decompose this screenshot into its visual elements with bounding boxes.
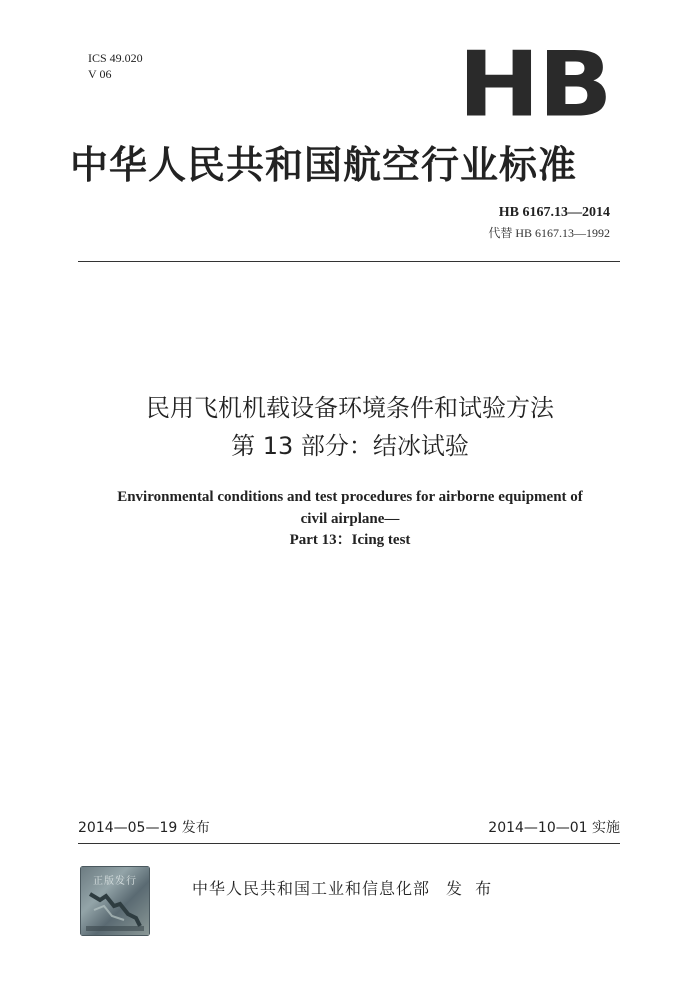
chinese-title-line-1: 民用飞机机载设备环境条件和试验方法 <box>146 394 554 422</box>
publisher-name: 中华人民共和国工业和信息化部 <box>192 879 431 898</box>
replaces-standard: 代替 HB 6167.13—1992 <box>488 226 610 240</box>
standard-type-heading: 中华人民共和国航空行业标准 <box>70 143 578 187</box>
top-divider <box>78 261 620 262</box>
ics-block <box>88 50 143 82</box>
category-code: V 06 <box>88 67 112 81</box>
hb-logo: HB <box>458 32 611 138</box>
english-title-line-2: civil airplane— <box>300 511 400 527</box>
bottom-divider <box>78 843 620 844</box>
chinese-title-line-2: 第 13 部分：结冰试验 <box>231 432 469 460</box>
english-title-line-1: Environmental conditions and test procedures for airborne equipment of <box>117 489 583 505</box>
english-title-line-3: Part 13：Icing test <box>289 532 411 548</box>
publisher-action: 发 布 <box>446 879 496 898</box>
standard-number: HB 6167.13—2014 <box>498 205 610 220</box>
publisher-line <box>192 876 495 899</box>
effective-date: 2014—10—01 实施 <box>488 820 620 836</box>
anti-counterfeit-stamp <box>80 866 150 936</box>
issue-date: 2014—05—19 发布 <box>78 820 210 836</box>
stamp-label: 正版发行 <box>93 876 137 887</box>
ics-code: ICS 49.020 <box>88 51 143 65</box>
